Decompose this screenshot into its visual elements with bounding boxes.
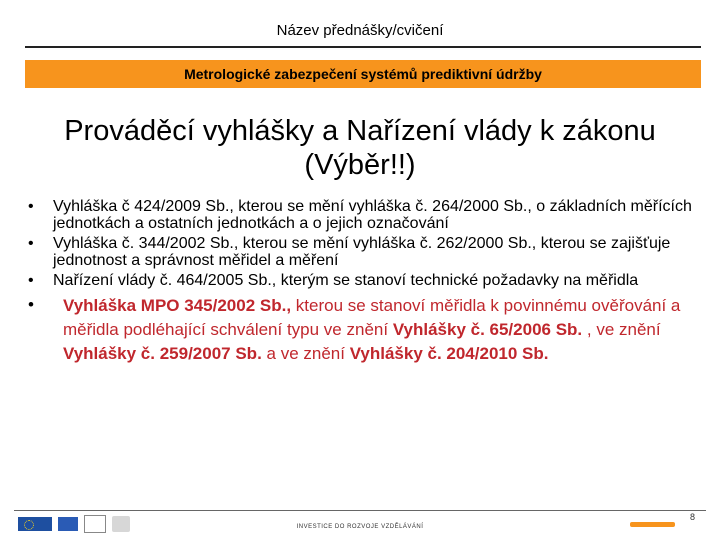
footer-divider	[14, 510, 706, 511]
highlight-bold-2: Vyhlášky č. 65/2006 Sb.	[392, 320, 583, 339]
partner-logo	[630, 519, 675, 529]
bullet-dot: •	[28, 235, 34, 252]
highlight-bold-3: Vyhlášky č. 259/2007 Sb.	[63, 344, 262, 363]
partner-logo-bar	[630, 522, 675, 527]
footer-text: INVESTICE DO ROZVOJE VZDĚLÁVÁNÍ	[296, 524, 424, 530]
course-title: Název přednášky/cvičení	[276, 22, 444, 39]
highlight-bold-1: Vyhláška MPO 345/2002 Sb.,	[63, 296, 292, 315]
highlight-bold-4: Vyhlášky č. 204/2010 Sb.	[349, 344, 549, 363]
bullet-dot: •	[28, 295, 34, 314]
bullet-text: Vyhláška č. 344/2002 Sb., kterou se mění vyhláška č. 262/2000 Sb., kterou se zajišťuje jednotnost a správnost měřidel a měření	[53, 235, 671, 269]
bullet-dot: •	[28, 272, 34, 289]
highlight-text-3: a ve znění	[261, 344, 350, 363]
bullet-dot: •	[28, 198, 34, 215]
highlight-text-1: kterou se stanoví měřidla k povinnému ověřování a měřidla podléhající schválení typu ve znění	[63, 296, 681, 339]
banner-text: Metrologické zabezpečení systémů prediktivní údržby	[184, 66, 542, 82]
bullet-text: Nařízení vlády č. 464/2005 Sb., kterým se stanoví technické požadavky na měřidla	[53, 272, 639, 289]
bullet-item	[28, 235, 698, 269]
course-banner	[25, 60, 701, 88]
bullet-item-highlight	[28, 294, 698, 366]
slide-title: Prováděcí vyhlášky a Nařízení vlády k zákonu (Výběr!!)	[64, 115, 656, 181]
page-number: 8	[690, 512, 696, 522]
bullet-list	[28, 198, 698, 369]
bullet-item	[28, 198, 698, 232]
bullet-text: Vyhláška č 424/2009 Sb., kterou se mění vyhláška č. 264/2000 Sb., o základních měřících jednotkách a ostatních jednotkách a o jejich označování	[53, 198, 692, 232]
header-divider	[25, 46, 701, 48]
bullet-item	[28, 272, 698, 289]
highlight-text-2: , ve znění	[582, 320, 661, 339]
